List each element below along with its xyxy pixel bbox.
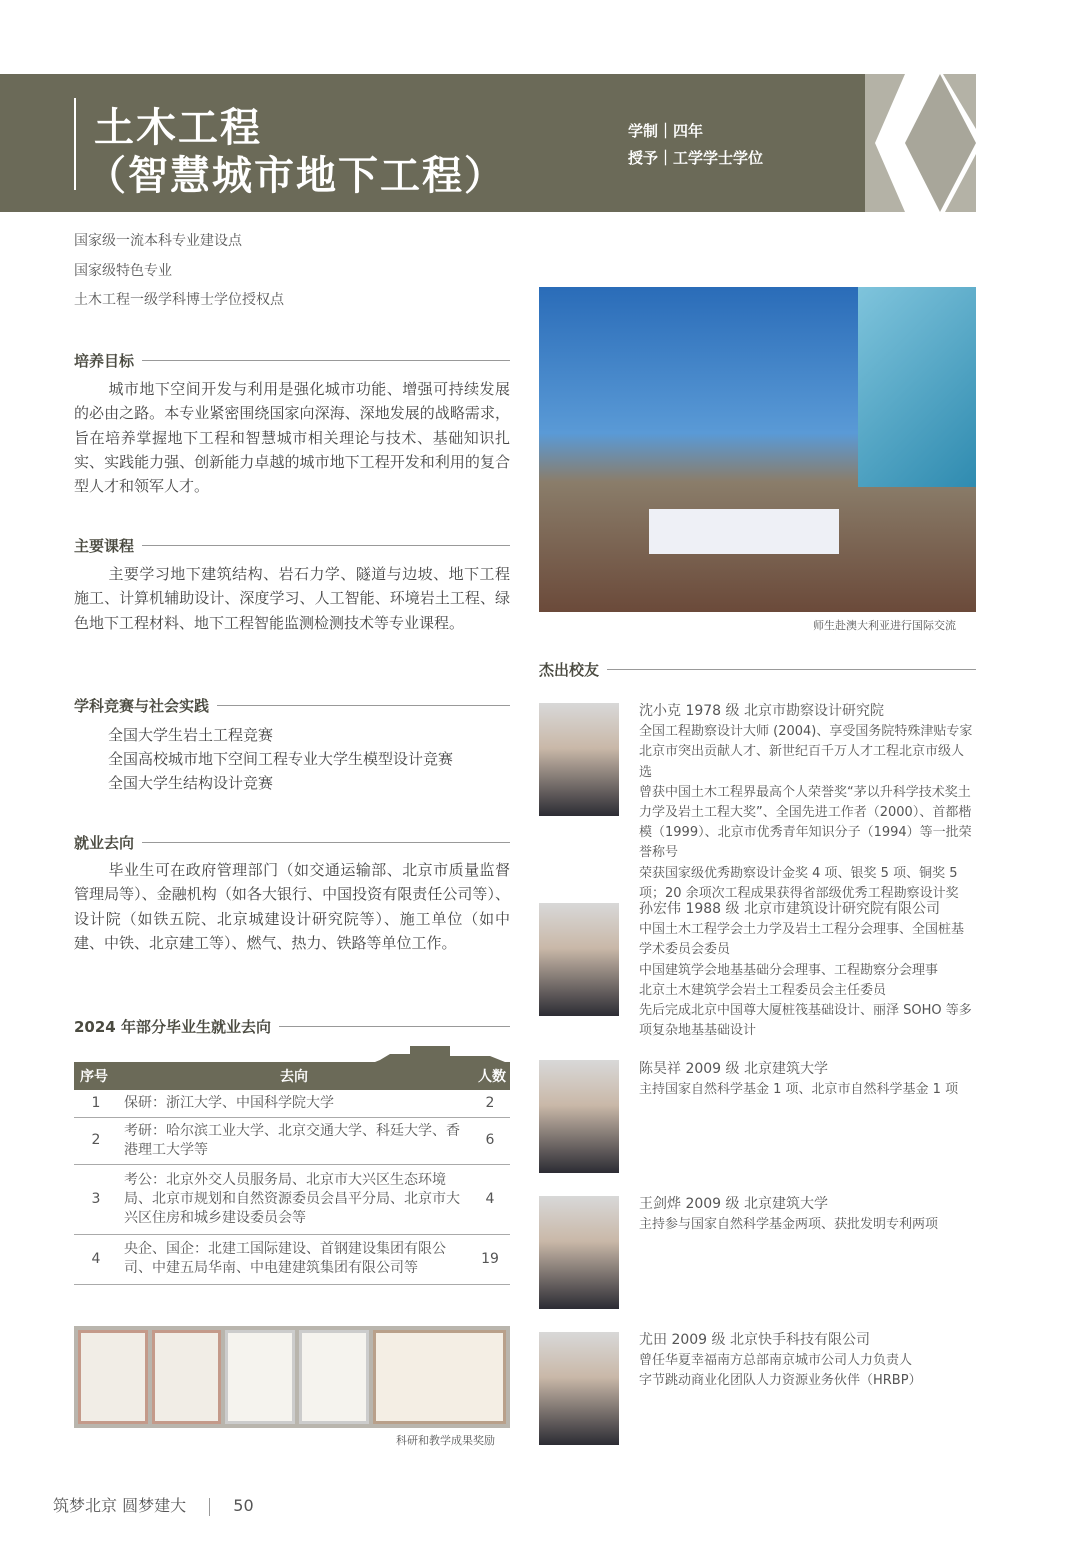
certificate-image (373, 1330, 506, 1424)
cell-no: 2 (74, 1117, 118, 1164)
alumni-name: 王剑烨 2009 级 北京建筑大学 (639, 1196, 828, 1212)
highlight: 土木工程一级学科博士学位授权点 (74, 292, 284, 308)
heading-text: 2024 年部分毕业生就业去向 (74, 1018, 271, 1036)
section-heading-employment (74, 1016, 510, 1037)
degree: 授予｜工学学士学位 (628, 149, 764, 167)
section-heading-goal (74, 350, 510, 371)
section-heading-courses (74, 535, 510, 556)
alumni-detail: 曾获中国土木工程界最高个人荣誉奖“茅以升科学技术奖土力学及岩土工程大奖”、全国先进工作者（2000）、首都楷模（1999）、北京市优秀青年知识分子（1994）等一批荣誉称号 (639, 784, 972, 861)
heading-text: 培养目标 (74, 352, 135, 370)
alumni-entry (639, 1194, 976, 1235)
goal-text: 城市地下空间开发与利用是强化城市功能、增强可持续发展的必由之路。本专业紧密围绕国家向深海、深地发展的战略需求，旨在培养掌握地下工程和智慧城市相关理论与技术、基础知识扎实、实践能力强、创新能力卓越的城市地下工程开发和利用的复合型人才和领军人才。 (74, 380, 510, 496)
alumni-detail: 全国工程勘察设计大师 (2004)、享受国务院特殊津贴专家 (639, 724, 973, 740)
photo-caption: 师生赴澳大利亚进行国际交流 (813, 619, 956, 632)
alumni-detail: 北京土木建筑学会岩土工程委员会主任委员 (639, 982, 887, 998)
table-row (74, 1234, 510, 1284)
alumni-name: 沈小克 1978 级 北京市勘察设计研究院 (639, 703, 884, 719)
alumni-detail: 主持参与国家自然科学基金两项、获批发明专利两项 (639, 1217, 939, 1233)
building-silhouette-icon (370, 1044, 510, 1064)
alumni-photo (539, 703, 619, 816)
geometric-decoration-icon (865, 74, 976, 212)
alumni-entry (639, 701, 976, 904)
alumni-detail: 荣获国家级优秀勘察设计金奖 4 项、银奖 5 项、铜奖 5 项；20 余项次工程成果获得省部级优秀工程勘察设计奖 (639, 865, 959, 901)
alumni-photo (539, 1332, 619, 1445)
table-row (74, 1090, 510, 1117)
cell-no: 1 (74, 1090, 118, 1117)
certificate-image (78, 1330, 148, 1424)
table-row (74, 1164, 510, 1234)
alumni-entry (639, 899, 976, 1041)
careers-text: 毕业生可在政府管理部门（如交通运输部、北京市质量监督管理局等）、金融机构（如各大银行、中国投资有限责任公司等）、设计院（如铁五院、北京城建设计研究院等）、施工单位（如中建、中铁、北京建工等）、燃气、热力、铁路等单位工作。 (74, 861, 510, 952)
table-row (74, 1117, 510, 1164)
page-number: 50 (233, 1496, 254, 1515)
section-heading-competitions (74, 695, 510, 716)
alumni-detail: 北京市突出贡献人才、新世纪百千万人才工程北京市级人选 (639, 744, 965, 780)
column-header: 序号 (74, 1062, 118, 1090)
cell-dest: 保研：浙江大学、中国科学院大学 (118, 1090, 470, 1117)
alumni-detail: 中国建筑学会地基基础分会理事、工程勘察分会理事 (639, 962, 939, 978)
alumni-entry (639, 1330, 976, 1392)
section-heading-careers (74, 832, 510, 853)
awards-caption: 科研和教学成果奖励 (396, 1434, 495, 1447)
page-title: 土木工程 (94, 105, 262, 151)
certificate-image (152, 1330, 222, 1424)
highlight: 国家级特色专业 (74, 263, 172, 279)
banner (649, 509, 839, 554)
alumni-name: 陈昊祥 2009 级 北京建筑大学 (639, 1061, 828, 1077)
cell-count: 19 (470, 1234, 510, 1284)
page-subtitle: （智慧城市地下工程） (86, 153, 506, 199)
group-photo (539, 287, 976, 612)
competition-item: 全国大学生岩土工程竞赛 (108, 726, 274, 744)
alumni-detail: 先后完成北京中国尊大厦桩筏基础设计、丽泽 SOHO 等多项复杂地基基础设计 (639, 1003, 972, 1039)
alumni-detail: 曾任华夏幸福南方总部南京城市公司人力负责人 (639, 1353, 913, 1369)
heading-text: 就业去向 (74, 834, 135, 852)
heading-text: 学科竞赛与社会实践 (74, 697, 210, 715)
section-heading-alumni (539, 659, 976, 680)
competition-item: 全国大学生结构设计竞赛 (108, 774, 274, 792)
cell-dest: 央企、国企：北建工国际建设、首钢建设集团有限公司、中建五局华南、中电建建筑集团有限公司等 (118, 1234, 470, 1284)
goal-paragraph (74, 377, 510, 498)
cell-count: 2 (470, 1090, 510, 1117)
certificate-image (225, 1330, 295, 1424)
certificate-image (299, 1330, 369, 1424)
alumni-detail: 主持国家自然科学基金 1 项、北京市自然科学基金 1 项 (639, 1082, 959, 1098)
column-header: 人数 (470, 1062, 510, 1090)
careers-paragraph (74, 858, 510, 955)
courses-text: 主要学习地下建筑结构、岩石力学、隧道与边坡、地下工程施工、计算机辅助设计、深度学习、人工智能、环境岩土工程、绿色地下工程材料、地下工程智能监测检测技术等专业课程。 (74, 565, 510, 632)
footer (53, 1493, 254, 1516)
cell-no: 3 (74, 1164, 118, 1234)
employment-table (74, 1062, 510, 1285)
alumni-photo (539, 903, 619, 1016)
duration: 学制｜四年 (628, 122, 704, 140)
alumni-name: 尤田 2009 级 北京快手科技有限公司 (639, 1332, 870, 1348)
cell-count: 4 (470, 1164, 510, 1234)
header-band (0, 74, 865, 212)
footer-divider (209, 1498, 210, 1516)
alumni-name: 孙宏伟 1988 级 北京市建筑设计研究院有限公司 (639, 901, 940, 917)
alumni-photo (539, 1196, 619, 1309)
courses-paragraph (74, 562, 510, 635)
highlight: 国家级一流本科专业建设点 (74, 233, 242, 249)
heading-text: 杰出校友 (539, 661, 600, 679)
alumni-detail: 中国土木工程学会土力学及岩土工程分会理事、全国桩基学术委员会委员 (639, 922, 965, 958)
awards-certificates-image (74, 1326, 510, 1428)
title-bar-divider (74, 98, 76, 190)
competition-item: 全国高校城市地下空间工程专业大学生模型设计竞赛 (108, 750, 454, 768)
alumni-entry (639, 1059, 976, 1100)
cell-count: 6 (470, 1117, 510, 1164)
alumni-photo (539, 1060, 619, 1173)
cell-no: 4 (74, 1234, 118, 1284)
column-header: 去向 (118, 1062, 470, 1090)
heading-text: 主要课程 (74, 537, 135, 555)
cell-dest: 考公：北京外交人员服务局、北京市大兴区生态环境局、北京市规划和自然资源委员会昌平分局、北京市大兴区住房和城乡建设委员会等 (118, 1164, 470, 1234)
footer-slogan: 筑梦北京 圆梦建大 (53, 1496, 187, 1515)
cell-dest: 考研：哈尔滨工业大学、北京交通大学、科廷大学、香港理工大学等 (118, 1117, 470, 1164)
alumni-detail: 字节跳动商业化团队人力资源业务伙伴（HRBP） (639, 1373, 922, 1389)
